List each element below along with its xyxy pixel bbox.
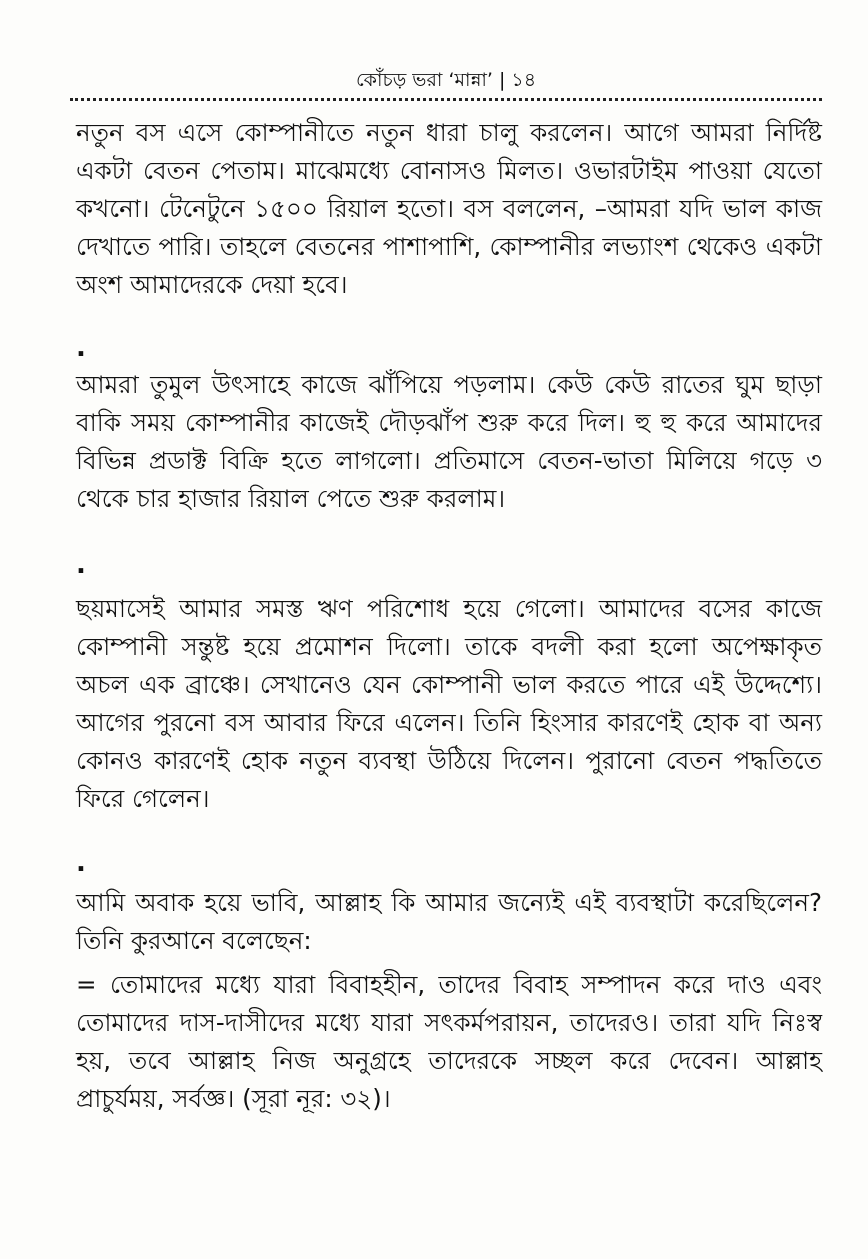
paragraph-2: আমরা তুমুল উৎসাহে কাজে ঝাঁপিয়ে পড়লাম। কেউ কেউ রাতের ঘুম ছাড়া বাকি সময় কোম্পানীর কাজেই দৌড়ঝাঁপ শুরু করে দিল। হু হু করে আমাদের বিভিন্ন প্রডাক্ট বিক্রি হতে লাগলো। প্রতিমাসে বেতন-ভাতা মিলিয়ে গড়ে ৩ থেকে চার হাজার রিয়াল পেতে শুরু করলাম। <box>76 370 822 513</box>
running-header <box>70 66 822 94</box>
paragraph-3: ছয়মাসেই আমার সমস্ত ঋণ পরিশোধ হয়ে গেলো। আমাদের বসের কাজে কোম্পানী সন্তুষ্ট হয়ে প্রমোশন দিলো। তাকে বদলী করা হলো অপেক্ষাকৃত অচল এক ব্রাঞ্চে। সেখানেও যেন কোম্পানী ভাল করতে পারে এই উদ্দেশ্যে। আগের পুরনো বস আবার ফিরে এলেন। তিনি হিংসার কারণেই হোক বা অন্য কোনও কারণেই হোক নতুন ব্যবস্থা উঠিয়ে দিলেন। পুরানো বেতন পদ্ধতিতে ফিরে গেলেন। <box>76 594 822 813</box>
book-title: কোঁচড় ভরা ‘মান্না’ <box>355 69 493 91</box>
quran-quote: = তোমাদের মধ্যে যারা বিবাহহীন, তাদের বিবাহ সম্পাদন করে দাও এবং তোমাদের দাস-দাসীদের মধ্যে যারা সৎকর্মপরায়ন, তাদেরও। তারা যদি নিঃস্ব হয়, তবে আল্লাহ নিজ অনুগ্রহে তাদেরকে সচ্ছল করে দেবেন। আল্লাহ প্রাচুর্যময়, সর্বজ্ঞ। (সূরা নূর: ৩২)। <box>76 970 822 1113</box>
header-separator: | <box>498 69 506 91</box>
paragraph-4: আমি অবাক হয়ে ভাবি, আল্লাহ কি আমার জন্যেই এই ব্যবস্থাটা করেছিলেন? তিনি কুরআনে বলেছেন: <box>76 888 822 955</box>
section-bullet: . <box>76 550 86 580</box>
section-bullet: . <box>76 333 86 363</box>
header-dotted-rule <box>70 98 822 101</box>
section-bullet: . <box>76 848 86 878</box>
page-number: ১৪ <box>511 69 537 91</box>
paragraph-1: নতুন বস এসে কোম্পানীতে নতুন ধারা চালু করলেন। আগে আমরা নির্দিষ্ট একটা বেতন পেতাম। মাঝেমধ্যে বোনাসও মিলত। ওভারটাইম পাওয়া যেতো কখনো। টেনেটুনে ১৫০০ রিয়াল হতো। বস বললেন, –আমরা যদি ভাল কাজ দেখাতে পারি। তাহলে বেতনের পাশাপাশি, কোম্পানীর লভ্যাংশ থেকেও একটা অংশ আমাদেরকে দেয়া হবে। <box>76 118 822 299</box>
